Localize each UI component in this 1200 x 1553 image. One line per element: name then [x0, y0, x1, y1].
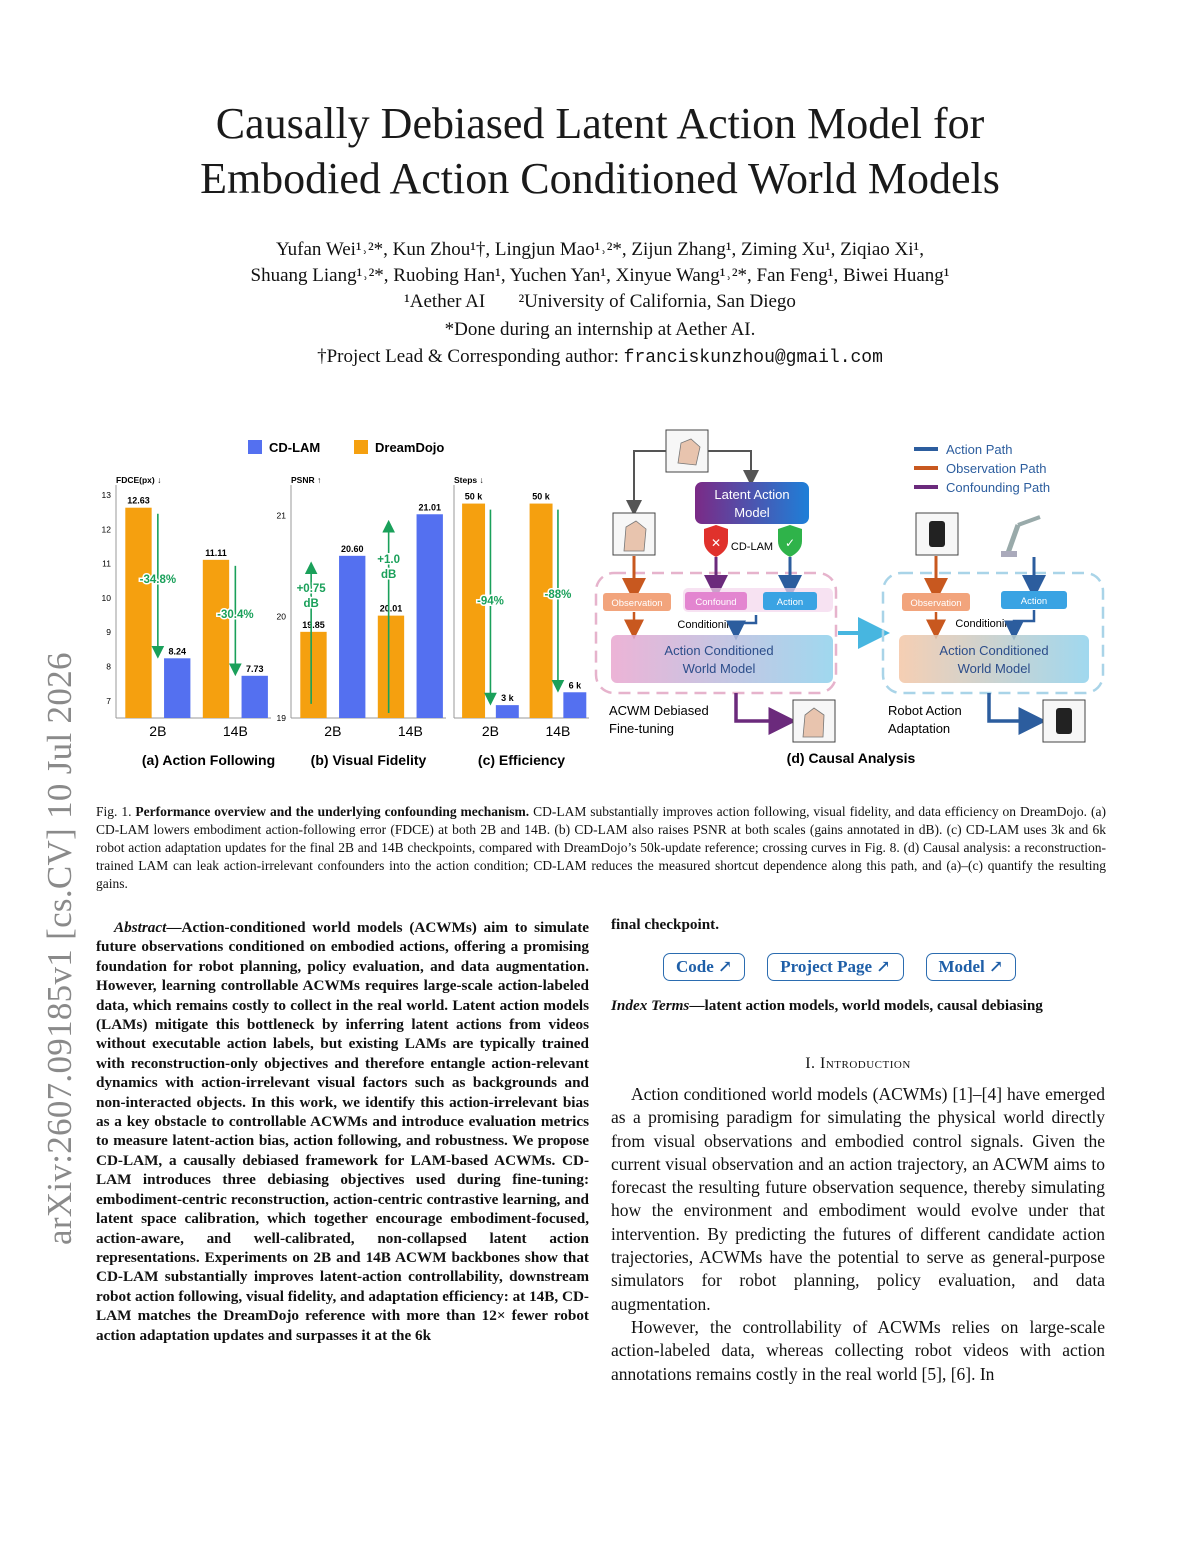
- chart-2-xtick-2B: 2B: [481, 723, 500, 739]
- action-label-right: Action: [1020, 596, 1048, 607]
- wm-right-line1: Action Conditioned: [939, 643, 1049, 658]
- authors-line-1: Yufan Wei¹˒²*, Kun Zhou¹†, Lingjun Mao¹˒²*, Zijun Zhang¹, Ziming Xu¹, Ziqiao Xi¹,: [276, 239, 924, 260]
- abstract-end: final checkpoint.: [611, 916, 720, 933]
- arrow-to-output-left: [736, 693, 786, 721]
- intro-paragraph-2: However, the controllability of ACWMs relies on large-scale action-labeled data, whereas collecting robot videos with action annotations remains costly in the real world [5], [6]. In: [611, 1316, 1105, 1384]
- shield-x-glyph: ✕: [710, 536, 722, 550]
- figure-1: [96, 425, 1106, 770]
- lead-note: †Project Lead & Corresponding author:: [317, 346, 624, 367]
- right-caption-line1: Robot Action: [888, 703, 962, 718]
- cdlam-diagram-label: CD-LAM: [730, 541, 774, 553]
- affiliations: [100, 289, 1100, 315]
- wm-right-line2: World Model: [957, 661, 1031, 676]
- chart-1-title: (b) Visual Fidelity: [310, 752, 427, 768]
- chart-1-ytick-2: 21: [276, 510, 286, 521]
- index-terms-label: Index Terms: [611, 997, 690, 1014]
- chart-1-value-CD-LAM-2B: 20.60: [340, 543, 364, 554]
- legend-observation-path-label: Observation Path: [946, 461, 1047, 476]
- affiliation-1: ¹Aether AI: [404, 291, 486, 312]
- chart-1-change-label-14B-0: +1.0: [377, 553, 401, 566]
- chart-1-ylabel: PSNR ↑: [291, 475, 322, 485]
- confound-label: Confound: [695, 597, 737, 608]
- chart-1-bar-DreamDojo-2B: [300, 632, 326, 718]
- abstract: [96, 918, 589, 1345]
- conditioning-label-right: Conditioning: [955, 618, 1017, 630]
- chart-2-value-CD-LAM-14B: 6 k: [568, 680, 582, 691]
- chart-0-bar-DreamDojo-2B: [125, 508, 151, 718]
- code-button[interactable]: Code ↗: [663, 953, 745, 981]
- caption-text: CD-LAM substantially improves action following, visual fidelity, and data efficiency on DreamDojo. (a) CD-LAM lowers embodiment action-following error (FDCE) at both 2B and 14B. (b) CD-LAM also raises PSNR at both scales (gains annotated in dB). (c) CD-LAM uses 3k and 6k robot action adaptation updates for the final 2B and 14B checkpoints, compared with DreamDojo’s 50k-update reference; crossing curves in Fig. 8. (d) Causal analysis: a reconstruction-trained LAM can leak action-irrelevant confounders into the action condition; CD-LAM reduces the measured shortcut dependence along this path, and (a)–(c) quantify the resulting gains.: [96, 804, 1106, 891]
- chart-0-change-label-2B-0: -34.8%: [139, 573, 177, 586]
- left-caption-line1: ACWM Debiased: [609, 703, 709, 718]
- affiliation-2: ²University of California, San Diego: [518, 291, 796, 312]
- chart-2-bar-CD-LAM-2B: [496, 705, 519, 718]
- chart-0-ytick-1: 8: [106, 661, 111, 672]
- chart-1-value-DreamDojo-2B: 19.85: [302, 619, 325, 630]
- arrow-top-to-lam: [708, 451, 751, 480]
- figure-caption: [96, 803, 1106, 893]
- chart-1-xtick-2B: 2B: [324, 723, 342, 739]
- chart-1-xtick-14B: 14B: [397, 723, 423, 739]
- email-link[interactable]: franciskunzhou@gmail.com: [623, 348, 883, 368]
- chart-2-bar-DreamDojo-2B: [462, 504, 485, 718]
- chart-0-xtick-14B: 14B: [222, 723, 248, 739]
- diagram-title: (d) Causal Analysis: [786, 750, 916, 766]
- gripper-output-shape: [1056, 708, 1072, 734]
- chart-0-ytick-3: 10: [101, 592, 111, 603]
- chart-0-value-DreamDojo-14B: 11.11: [205, 547, 227, 558]
- chart-2-value-DreamDojo-14B: 50 k: [532, 491, 550, 502]
- action-label-left: Action: [776, 597, 804, 608]
- chart-0-title: (a) Action Following: [141, 752, 276, 768]
- robot-arm-image: [1001, 517, 1040, 557]
- section-heading: I. Introduction: [805, 1055, 911, 1072]
- lam-label-line1: Latent Action: [714, 487, 790, 502]
- chart-1-change-label-2B-0: +0.75: [296, 582, 326, 595]
- observation-label-right: Observation: [910, 598, 962, 609]
- arrow-cond-to-wm-left: [736, 615, 756, 633]
- authors-line-2: Shuang Liang¹˒²*, Ruobing Han¹, Yuchen Yan¹, Xinyue Wang¹˒²*, Fan Feng¹, Biwei Huang¹: [250, 265, 950, 286]
- model-button[interactable]: Model ↗: [926, 953, 1017, 981]
- project-page-button[interactable]: Project Page ↗: [767, 953, 903, 981]
- chart-1-value-CD-LAM-14B: 21.01: [418, 502, 441, 513]
- legend-dreamdojo-swatch: [354, 440, 368, 454]
- caption-label: Fig. 1.: [96, 804, 132, 819]
- chart-1-ytick-1: 20: [276, 611, 286, 622]
- arrow-top-to-left: [634, 451, 666, 510]
- observation-label-left: Observation: [611, 598, 663, 609]
- title-line-2: Embodied Action Conditioned World Models: [200, 154, 1000, 203]
- abstract-text: —Action-conditioned world models (ACWMs) aim to simulate future observations conditioned on embodied actions, offering a promising foundation for robot planning, policy evaluation, and data augmentation. However, learning controllable ACWMs requires large-scale action-labeled data, which remains costly to collect in the real world. Latent action models (LAMs) mitigate this bottleneck by inferring latent actions from videos without executable action labels, but existing LAMs are typically trained with reconstruction-only objectives and therefore entangle action-relevant dynamics with action-irrelevant visual factors such as backgrounds and non-interacted objects. In this work, we identify this action-irrelevant bias as a key obstacle to controllable ACWMs and introduce evaluation metrics to measure latent-action bias, action following, and robustness. We propose CD-LAM, a causally debiased framework for LAM-based ACWMs. CD-LAM introduces three debiasing objectives used during fine-tuning: embodiment-centric reconstruction, action-centric contrastive learning, and latent space calibration, which together encourage embodiment-focused, action-aware, and well-calibrated, non-collapsed latent action representations. Experiments on 2B and 14B ACWM backbones show that CD-LAM substantially improves latent-action controllability, downstream robot action following, visual fidelity, and adaptation efficiency: at 14B, CD-LAM matches the DreamDojo reference with more than 12× fewer robot action adaptation updates and surpasses it at the 6k: [96, 919, 589, 1344]
- chart-1-bar-CD-LAM-2B: [339, 556, 365, 718]
- legend-confounding-path-label: Confounding Path: [946, 480, 1051, 495]
- caption-bold: Performance overview and the underlying confounding mechanism.: [135, 804, 530, 819]
- right-caption-line2: Adaptation: [888, 721, 951, 736]
- chart-1-change-label-2B-1: dB: [303, 597, 319, 610]
- chart-0-bar-CD-LAM-14B: [242, 676, 268, 718]
- chart-0-value-CD-LAM-2B: 8.24: [168, 646, 186, 657]
- chart-1-ytick-0: 19: [276, 713, 286, 723]
- chart-2-value-CD-LAM-2B: 3 k: [501, 693, 514, 704]
- chart-2-bar-DreamDojo-14B: [530, 504, 553, 718]
- chart-1-bar-CD-LAM-14B: [417, 514, 443, 718]
- arrow-to-output-right: [989, 693, 1036, 721]
- chart-1-bar-DreamDojo-14B: [378, 616, 404, 718]
- causal-diagram: [596, 430, 1103, 766]
- arxiv-sidebar-stamp: arXiv:2607.09185v1 [cs.CV] 10 Jul 2026: [40, 652, 79, 1245]
- chart-0-bar-DreamDojo-14B: [203, 560, 229, 718]
- conditioning-label-left: Conditioning: [677, 619, 739, 631]
- wm-left-line2: World Model: [682, 661, 756, 676]
- chart-2-title: (c) Efficiency: [477, 752, 566, 768]
- paper-title: [0, 96, 1200, 206]
- link-buttons: [663, 953, 1038, 981]
- index-terms: [611, 996, 1105, 1015]
- left-caption-line2: Fine-tuning: [609, 721, 675, 736]
- corresponding-note: [100, 344, 1100, 371]
- chart-2-ylabel: Steps ↓: [454, 475, 484, 485]
- chart-0-value-DreamDojo-2B: 12.63: [127, 495, 150, 506]
- legend-action-path-label: Action Path: [946, 442, 1013, 457]
- chart-0-ytick-0: 7: [106, 695, 111, 706]
- chart-0-bar-CD-LAM-2B: [164, 658, 190, 718]
- shield-check-glyph: ✓: [784, 536, 796, 550]
- legend-cdlam-label: CD-LAM: [269, 440, 321, 455]
- chart-0-xtick-2B: 2B: [149, 723, 167, 739]
- chart-2-value-DreamDojo-2B: 50 k: [464, 491, 483, 502]
- chart-2-change-label-2B-0: -94%: [477, 595, 504, 608]
- index-terms-text: —latent action models, world models, causal debiasing: [689, 997, 1043, 1014]
- chart-0-change-label-14B-0: -30.4%: [217, 608, 254, 621]
- chart-1-change-label-14B-1: dB: [380, 568, 397, 581]
- chart-2-change-label-14B-0: -88%: [544, 588, 572, 601]
- intro-paragraph-1: Action conditioned world models (ACWMs) [1]–[4] have emerged as a promising paradigm for simulating the physical world directly from visual observations and embodied control signals. Given the current visual observation and an action trajectory, an ACWM aims to forecast the resulting future observation sequence, thereby simulating how the environment and embodiment would evolve under that intervention. By predicting the futures of different candidate action trajectories, ACWMs have the potential to serve as general-purpose simulators for robot planning, policy evaluation, and data augmentation.: [611, 1084, 1105, 1314]
- chart-2-bar-CD-LAM-14B: [563, 692, 586, 718]
- wm-left-line1: Action Conditioned: [664, 643, 774, 658]
- legend-dreamdojo-label: DreamDojo: [375, 440, 445, 455]
- arrow-cond-to-wm-right: [1014, 610, 1034, 633]
- intro-paragraphs: [611, 1083, 1105, 1386]
- abstract-label: Abstract: [114, 919, 167, 936]
- title-line-1: Causally Debiased Latent Action Model for: [215, 99, 985, 148]
- chart-0-ytick-4: 11: [102, 558, 111, 569]
- chart-1-value-DreamDojo-14B: 20.01: [379, 603, 403, 614]
- bar-charts: [102, 475, 589, 768]
- chart-0-ylabel: FDCE(px) ↓: [116, 475, 162, 485]
- chart-0-ytick-5: 12: [101, 524, 111, 535]
- figure-1-svg: [96, 425, 1106, 770]
- lam-label-line2: Model: [734, 505, 770, 520]
- gripper-shape: [929, 521, 945, 547]
- internship-note: *Done during an internship at Aether AI.: [444, 319, 756, 340]
- legend-cdlam-swatch: [248, 440, 262, 454]
- chart-0-value-CD-LAM-14B: 7.73: [245, 663, 264, 674]
- chart-0-ytick-6: 13: [101, 490, 111, 500]
- chart-0-ytick-2: 9: [106, 627, 111, 638]
- chart-2-xtick-14B: 14B: [545, 723, 571, 739]
